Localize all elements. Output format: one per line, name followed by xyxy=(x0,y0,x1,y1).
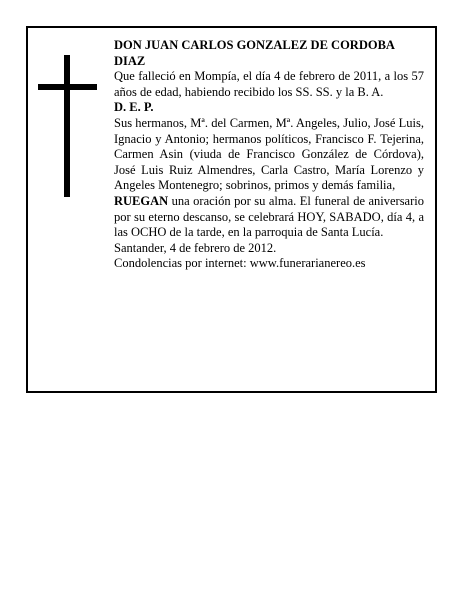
deceased-name: DON JUAN CARLOS GONZALEZ DE CORDOBA DIAZ xyxy=(114,38,395,68)
funeral-details: una oración por su alma. El funeral de aniversario por su eterno descanso, se celebrará HOY, SABADO, día 4, a las OCHO de la tarde, en la parroquia de Santa Lucía. xyxy=(114,193,424,240)
funeral-paragraph xyxy=(114,194,424,241)
dep-abbreviation: D. E. P. xyxy=(114,100,154,115)
cross-icon-horizontal-bar xyxy=(38,84,97,90)
obituary-text xyxy=(114,38,424,272)
death-info: Que falleció en Mompía, el día 4 de febrero de 2011, a los 57 años de edad, habiendo recibido los SS. SS. y la B. A. xyxy=(114,69,424,99)
family-list: Sus hermanos, Mª. del Carmen, Mª. Angeles, Julio, José Luis, Ignacio y Antonio; hermanos políticos, Francisco F. Tejerina, Carmen Asin (viuda de Francisco González de Córdova), José Luis Ruiz Almendres, Carla Castro, María Lorenzo y Angeles Montenegro; sobrinos, primos y demás familia, xyxy=(114,115,424,193)
ruegan-word: RUEGAN xyxy=(114,193,169,208)
place-date: Santander, 4 de febrero de 2012. xyxy=(114,240,277,255)
condolences-line: Condolencias por internet: www.funerarianereo.es xyxy=(114,256,366,271)
cross-icon-vertical-bar xyxy=(64,55,70,197)
